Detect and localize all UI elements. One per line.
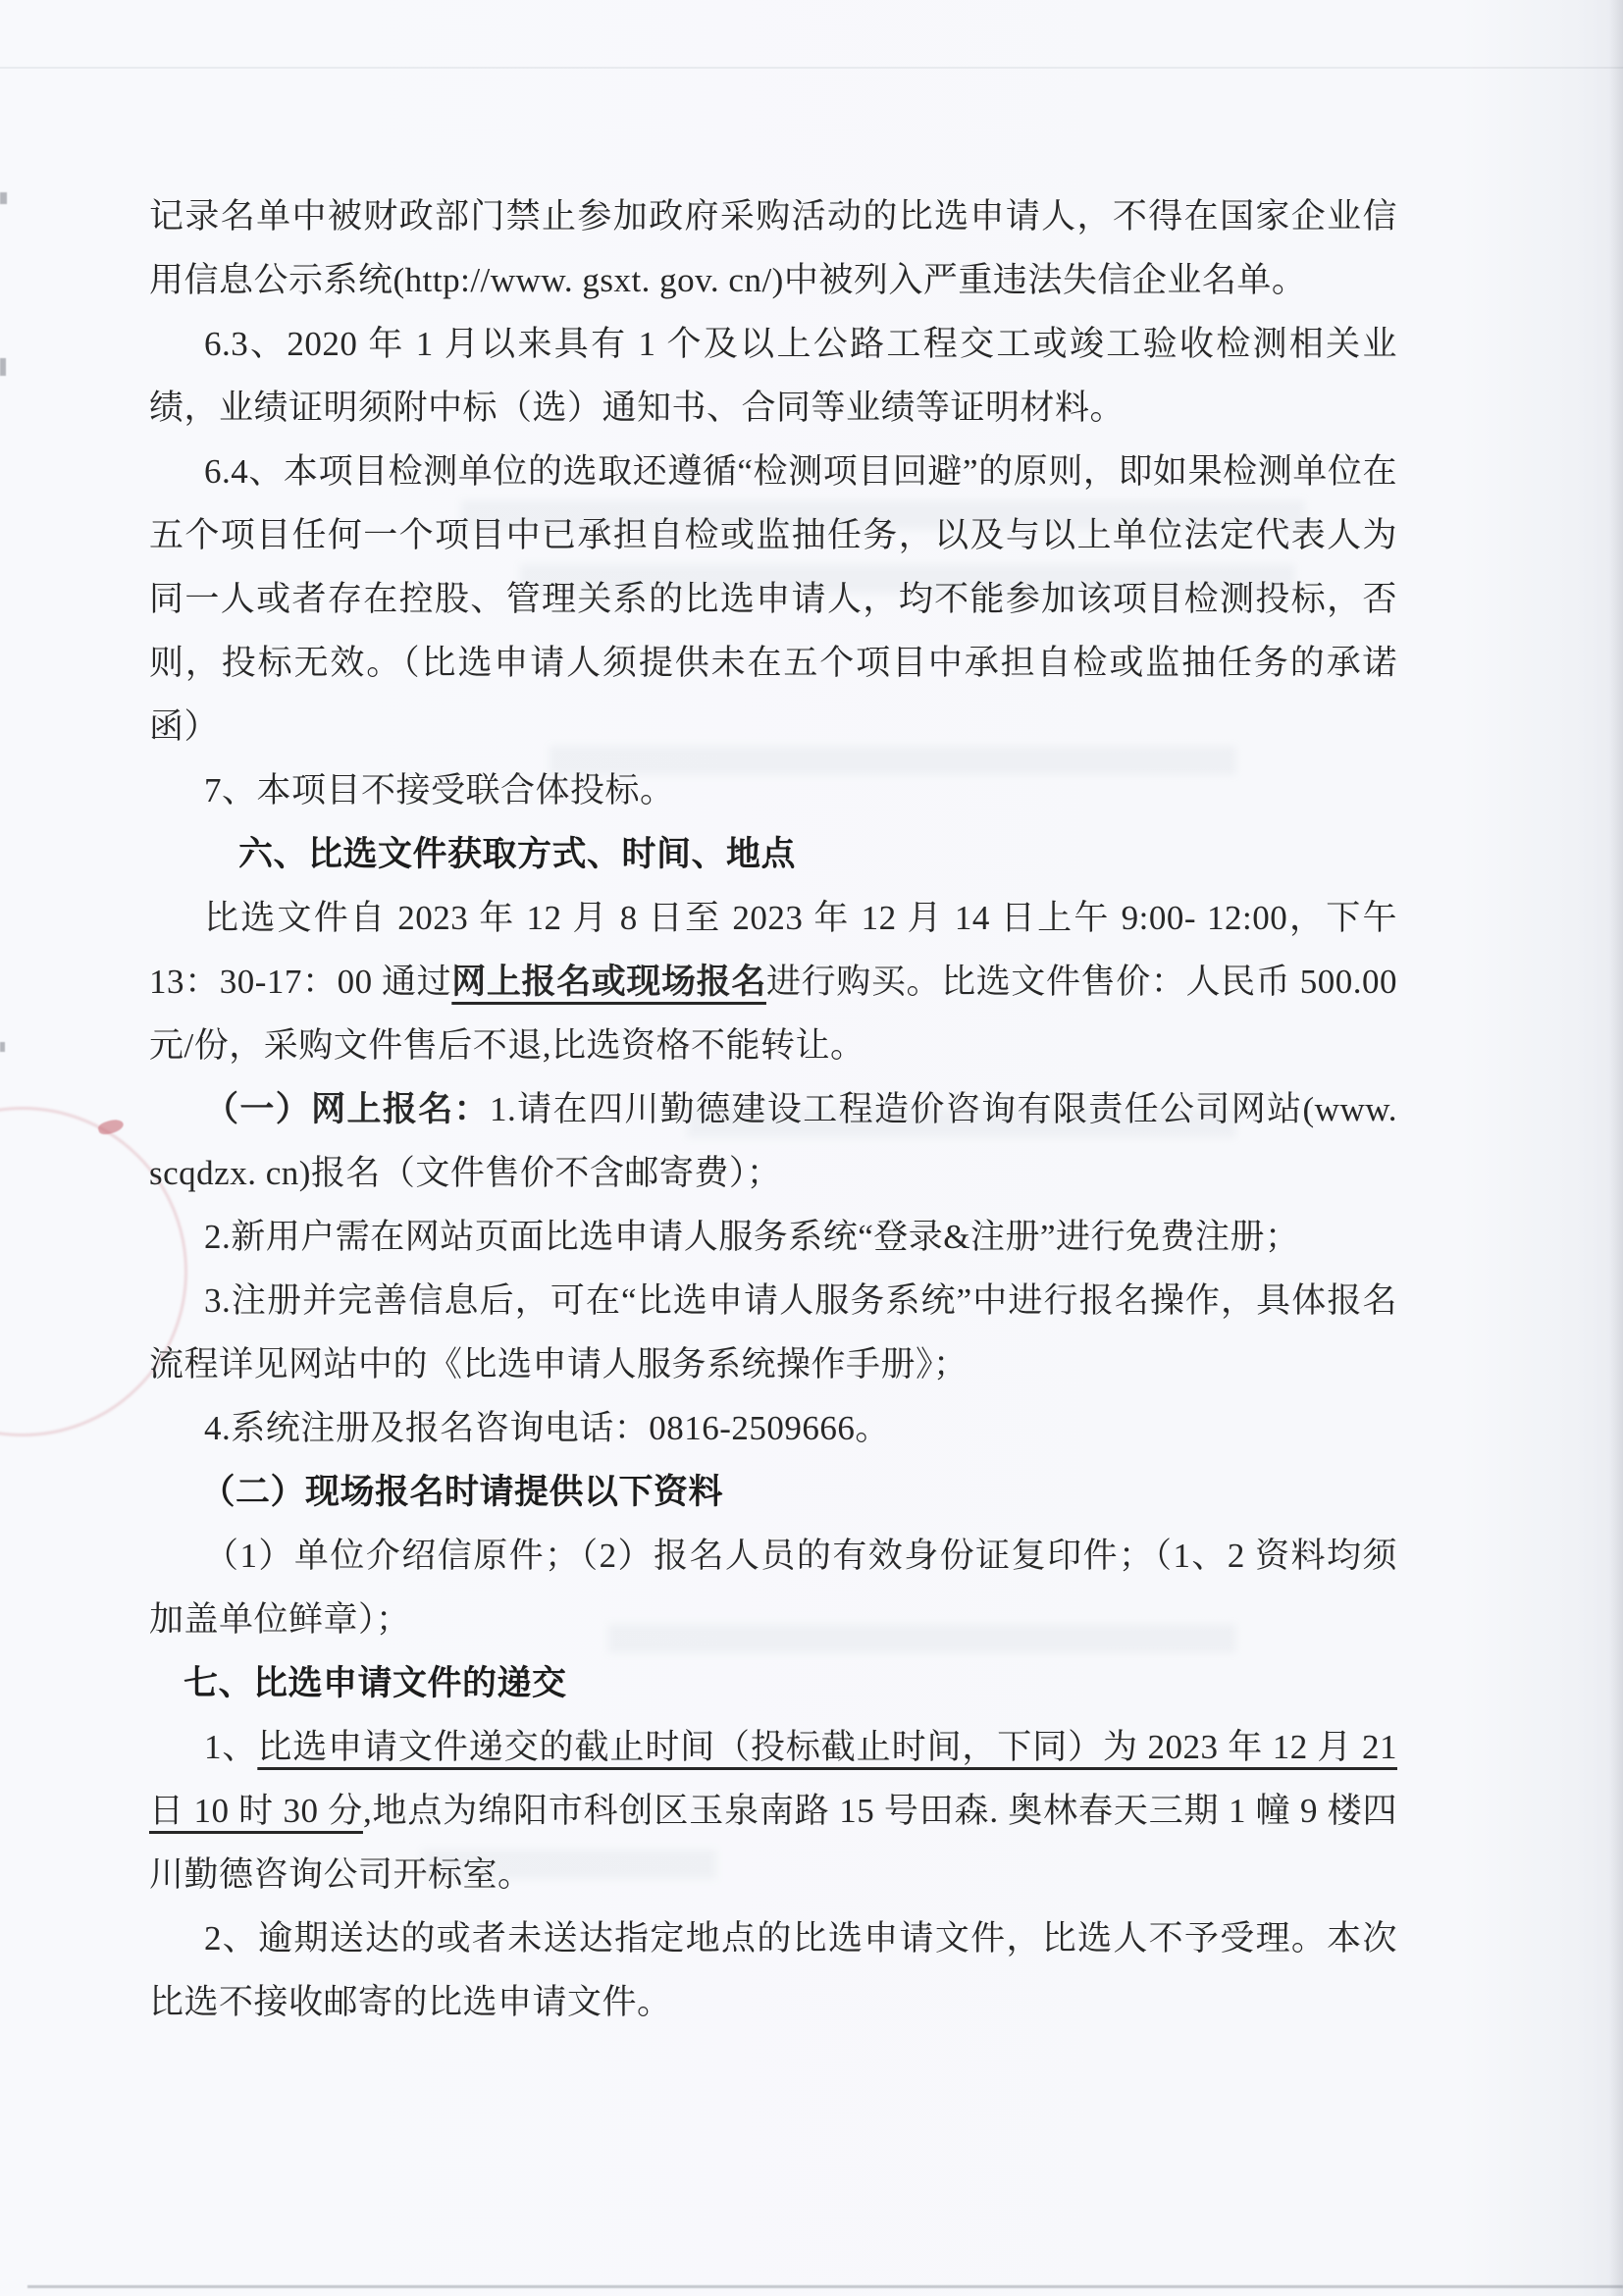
underlined-text: 网上报名或现场报名: [451, 963, 766, 1001]
text-run: 2.新用户需在网站页面比选申请人服务系统“登录&注册”进行免费注册；: [204, 1218, 1300, 1256]
scan-artifact-top-line: [0, 67, 1623, 69]
text-run: 记录名单中被财政部门禁止参加政府采购活动的比选申请人，不得在国家企业信用信息公示系统(http://www. gsxt. gov. cn/)中被列入严重违法失信企业名单。: [149, 197, 1397, 299]
paragraph: [149, 1077, 1397, 1205]
text-run: 6.4、本项目检测单位的选取还遵循“检测项目回避”的原则，即如果检测单位在五个项目任何一个项目中已承担自检或监抽任务，以及与以上单位法定代表人为同一人或者存在控股、管理关系的比选申请人，均不能参加该项目检测投标，否则，投标无效。（比选申请人须提供未在五个项目中承担自检或监抽任务的承诺函）: [149, 452, 1397, 746]
section-heading: [149, 822, 1397, 886]
text-run: （1）单位介绍信原件；（2）报名人员的有效身份证复印件；（1、2 资料均须加盖单位鲜章）；: [149, 1537, 1397, 1639]
scan-artifact-bottom-line: [27, 2285, 1623, 2288]
bold-text: （一）网上报名：: [204, 1090, 491, 1128]
paragraph: [149, 184, 1397, 312]
text-run: 1、: [204, 1728, 258, 1766]
text-run: 6.3、2020 年 1 月以来具有 1 个及以上公路工程交工或竣工验收检测相关业绩，业绩证明须附中标（选）通知书、合同等业绩等证明材料。: [149, 325, 1397, 427]
underlined-text: 比选申请文件递交的截止时间（投标截止时间，下同）为 2023 年 12 月 21 日 10 时 30 分: [149, 1728, 1397, 1830]
section-heading: [149, 1460, 1397, 1524]
text-run: ,地点为绵阳市科创区玉泉南路 15 号田森. 奥林春天三期 1 幢 9 楼四川勤德咨询公司开标室。: [149, 1792, 1397, 1894]
text-run: 4.系统注册及报名咨询电话：0816-2509666。: [204, 1409, 890, 1447]
text-run: （二）现场报名时请提供以下资料: [200, 1473, 724, 1511]
scan-edge-shadow: [1609, 0, 1623, 2296]
paragraph: [149, 1269, 1397, 1396]
paragraph: [149, 886, 1397, 1077]
section-heading: [149, 1651, 1397, 1715]
paragraph: [149, 1906, 1397, 2034]
paragraph: [149, 440, 1397, 758]
text-run: 3.注册并完善信息后，可在“比选申请人服务系统”中进行报名操作，具体报名流程详见网站中的《比选申请人服务系统操作手册》；: [149, 1281, 1397, 1383]
scan-speck: [0, 1042, 5, 1052]
paragraph: [149, 758, 1397, 822]
text-run: 1.请在四川勤德建设工程造价咨询有限责任公司网站(www. scqdzx. cn)报名（文件售价不含邮寄费）；: [149, 1090, 1397, 1192]
text-run: 进行购买。比选文件售价：人民币 500.00 元/份，采购文件售后不退,比选资格不能转让。: [149, 963, 1397, 1065]
text-run: 7、本项目不接受联合体投标。: [204, 771, 675, 809]
scan-speck: [0, 358, 6, 376]
document-body: [149, 184, 1397, 2034]
paragraph: [149, 312, 1397, 440]
text-run: 六、比选文件获取方式、时间、地点: [238, 835, 797, 873]
text-run: 比选文件自 2023 年 12 月 8 日至 2023 年 12 月 14 日上午 9:00- 12:00，下午 13：30-17：00 通过: [149, 899, 1397, 1001]
paragraph: [149, 1715, 1397, 1906]
paragraph: [149, 1396, 1397, 1460]
text-run: 七、比选申请文件的递交: [183, 1664, 567, 1702]
text-run: 2、逾期送达的或者未送达指定地点的比选申请文件，比选人不予受理。本次比选不接收邮寄的比选申请文件。: [149, 1919, 1397, 2021]
paragraph: [149, 1524, 1397, 1651]
scan-speck: [0, 192, 7, 204]
paragraph: [149, 1205, 1397, 1269]
